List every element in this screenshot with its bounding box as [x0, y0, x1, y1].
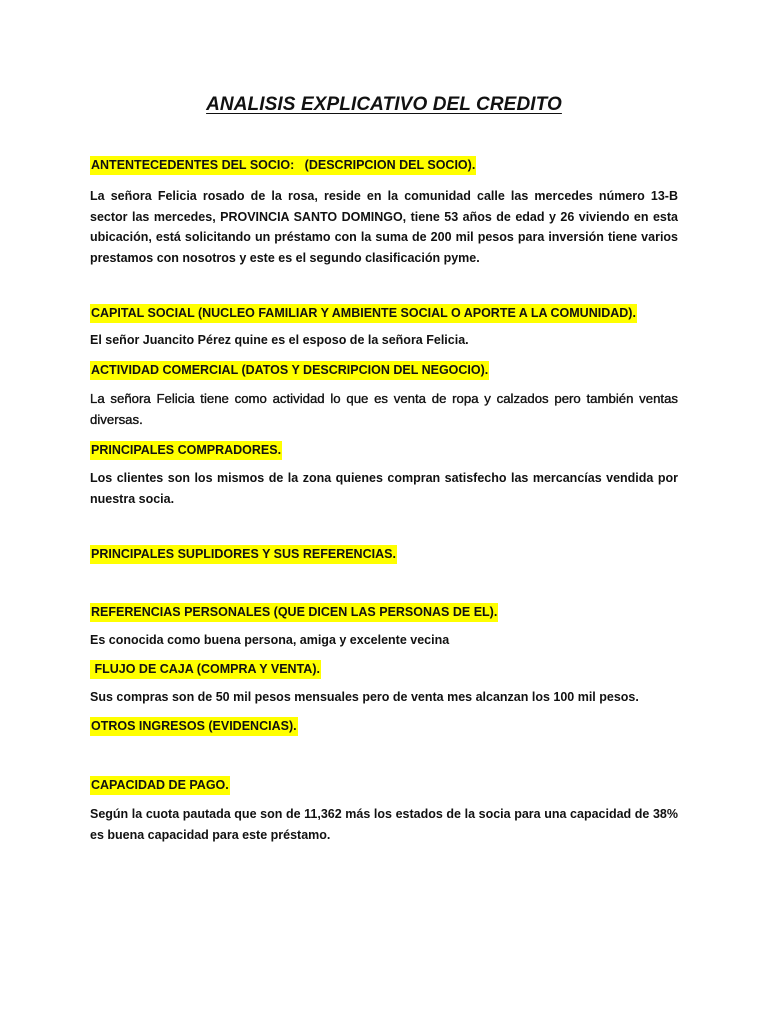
heading-principales-suplidores-text: PRINCIPALES SUPLIDORES Y SUS REFERENCIAS.	[90, 545, 397, 564]
heading-actividad-comercial-text: ACTIVIDAD COMERCIAL (DATOS Y DESCRIPCION DEL NEGOCIO).	[90, 361, 489, 380]
paragraph-referencias-personales: Es conocida como buena persona, amiga y excelente vecina	[90, 633, 450, 647]
paragraph-capacidad-de-pago: Según la cuota pautada que son de 11,362 más los estados de la socia para una capacidad de 38% es buena capacidad para este préstamo.	[90, 807, 678, 842]
heading-capital-social-text: CAPITAL SOCIAL (NUCLEO FAMILIAR Y AMBIENTE SOCIAL O APORTE A LA COMUNIDAD).	[90, 304, 637, 323]
heading-capital-social	[90, 303, 637, 323]
heading-antecedentes	[90, 155, 476, 175]
heading-otros-ingresos	[90, 716, 298, 736]
heading-principales-compradores-text: PRINCIPALES COMPRADORES.	[90, 441, 282, 460]
paragraph-actividad-comercial: La señora Felicia tiene como actividad lo que es venta de ropa y calzados pero también ventas diversas.	[90, 391, 678, 427]
heading-referencias-personales	[90, 602, 498, 622]
paragraph-principales-compradores: Los clientes son los mismos de la zona quienes compran satisfecho las mercancías vendida por nuestra socia.	[90, 471, 678, 506]
heading-referencias-personales-text: REFERENCIAS PERSONALES (QUE DICEN LAS PERSONAS DE EL).	[90, 603, 498, 622]
heading-capacidad-de-pago-text: CAPACIDAD DE PAGO.	[90, 776, 230, 795]
heading-capacidad-de-pago	[90, 775, 230, 795]
paragraph-capital-social: El señor Juancito Pérez quine es el esposo de la señora Felicia.	[90, 333, 469, 347]
paragraph-antecedentes: La señora Felicia rosado de la rosa, reside en la comunidad calle las mercedes número 13-B sector las mercedes, PROVINCIA SANTO DOMINGO, tiene 53 años de edad y 26 viviendo en esta ubicación, está solicitando un préstamo con la suma de 200 mil pesos para inversión tiene varios prestamos con nosotros y este es el segundo clasificación pyme.	[90, 189, 678, 265]
heading-otros-ingresos-text: OTROS INGRESOS (EVIDENCIAS).	[90, 717, 298, 736]
heading-flujo-de-caja-text: FLUJO DE CAJA (COMPRA Y VENTA).	[90, 660, 321, 679]
document-title: ANALISIS EXPLICATIVO DEL CREDITO	[206, 94, 562, 115]
heading-principales-compradores	[90, 440, 282, 460]
heading-antecedentes-text: ANTENTECEDENTES DEL SOCIO: (DESCRIPCION DEL SOCIO).	[90, 156, 476, 175]
paragraph-flujo-de-caja: Sus compras son de 50 mil pesos mensuales pero de venta mes alcanzan los 100 mil pesos.	[90, 690, 639, 704]
heading-actividad-comercial	[90, 360, 489, 380]
heading-principales-suplidores	[90, 544, 397, 564]
heading-flujo-de-caja	[90, 659, 321, 679]
